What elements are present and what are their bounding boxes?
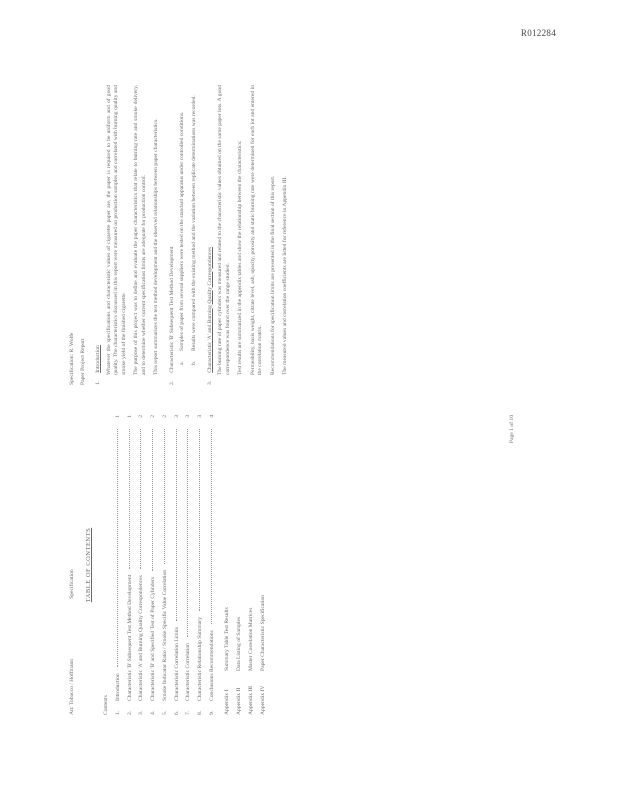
- appendix-label: Master Correlation Matrices: [248, 607, 255, 671]
- section-2-body: [179, 85, 198, 375]
- section-1-body: [106, 85, 161, 375]
- toc-page-number: 3: [185, 415, 192, 418]
- section-1-number: 1.: [95, 380, 102, 385]
- list-item-marker: a.: [179, 361, 186, 365]
- toc-label: Characteristic Correlation: [185, 643, 192, 701]
- paragraph: Permeability, basis weight, citrate level, ash, opacity, porosity and static burning rate were determined for each lot and entered in the correlation matrix.: [249, 85, 264, 375]
- toc-leader-dots: [129, 429, 130, 569]
- paragraph: Whatever the specifications and characteristic values of cigarette paper are, the paper is required to be uniform and of good quality. The characteristics discussed in this report were measured on production samples and correlated with burning quality and smoke yield of the finished cigarette.: [105, 85, 127, 375]
- closing-paragraph: The measured values and correlation coefficients are listed for reference in Appendix III.: [282, 176, 289, 375]
- toc-list: [115, 415, 216, 715]
- toc-page-number: 3: [197, 415, 203, 418]
- toc-column: [69, 415, 515, 715]
- appendix-row: [236, 415, 244, 715]
- toc-row: [138, 415, 146, 715]
- appendix-row: [260, 415, 268, 715]
- paragraph: The purpose of this project was to define and evaluate the paper characteristics that relate to burning rate and smoke delivery, and to determine whether current specification limits are adequate for production control.: [133, 85, 147, 375]
- section-3-title: Characteristic 'A' and Burning Quality Correspondences: [206, 246, 213, 373]
- toc-page-number: 1: [126, 415, 133, 418]
- section-3-number: 3.: [206, 380, 213, 385]
- toc-page-number: 2: [161, 415, 168, 418]
- toc-leader-dots: [199, 429, 200, 611]
- toc-label: Characteristic Relationship Summary: [197, 617, 203, 701]
- right-header-a: Specification: R. Wolfe: [69, 332, 75, 385]
- left-header-b: Specification: [69, 569, 75, 599]
- section-2-heading: [169, 85, 177, 385]
- section-3-heading: [207, 85, 215, 385]
- page-id: R012284: [520, 28, 556, 38]
- left-header: [69, 415, 77, 715]
- appendix-list: [224, 415, 268, 715]
- appendix-code: Appendix I: [224, 689, 231, 715]
- toc-number: 3.: [138, 710, 145, 715]
- appendix-label: Data Listing of Samples: [236, 616, 243, 671]
- toc-number: 1.: [114, 710, 121, 715]
- appendix-label: Paper Characteristic Specification: [260, 594, 267, 671]
- list-item-text: Results were compared with the existing method and the variation between replicate determinations was recorded.: [191, 95, 198, 351]
- appendix-code: Appendix II: [236, 687, 243, 715]
- list-item-marker: b.: [191, 360, 198, 365]
- toc-page-number: 1: [114, 415, 121, 418]
- toc-leader-dots: [117, 429, 118, 667]
- list-item: [179, 85, 187, 365]
- toc-row: [209, 415, 217, 715]
- toc-leader-dots: [176, 429, 177, 621]
- report-column: [69, 85, 295, 385]
- left-header-a: Att: Tobacco / Hoffmann: [69, 658, 75, 715]
- toc-label: Characteristic 'A' and Burning Quality Correspondences: [138, 575, 145, 701]
- toc-number: 6.: [173, 710, 180, 715]
- toc-number: 2.: [126, 710, 133, 715]
- toc-label: Characteristic 'B' Subsequent Test Method Development: [126, 574, 133, 701]
- toc-label: Characteristic Correlation Limits: [173, 627, 180, 701]
- toc-row: [162, 415, 170, 715]
- appendix-row: [248, 415, 256, 715]
- toc-number: 5.: [161, 710, 168, 715]
- toc-leader-dots: [187, 429, 188, 637]
- toc-leader-dots: [140, 429, 141, 569]
- right-header-b: Paper Project Report: [79, 338, 86, 385]
- toc-title: TABLE OF CONTENTS: [84, 527, 92, 603]
- toc-number: 7.: [185, 710, 192, 715]
- right-header: [69, 85, 87, 385]
- toc-page-number: 3: [173, 415, 180, 418]
- toc-label: Conclusions Recommendations: [208, 630, 215, 701]
- toc-row: [174, 415, 182, 715]
- section-1-title: Introduction: [95, 345, 102, 373]
- toc-number: 8.: [197, 710, 203, 715]
- toc-number: 9.: [208, 710, 215, 715]
- paragraph: Test results are summarized in the appendix tables and show the relationship between the characteristics:: [237, 140, 244, 375]
- toc-row: [185, 415, 193, 715]
- toc-row: [115, 415, 123, 715]
- toc-leader-dots: [152, 429, 153, 571]
- appendix-code: Appendix IV: [260, 685, 267, 715]
- section-3-body: [217, 85, 277, 375]
- appendix-code: Appendix III: [248, 685, 255, 715]
- toc-page-number: 4: [208, 415, 215, 418]
- toc-page-number: 2: [150, 415, 157, 418]
- toc-page-number: 2: [138, 415, 145, 418]
- appendix-row: [224, 415, 232, 715]
- paragraph: This report summarizes the test method development and the observed relationships between paper characteristics.: [153, 118, 160, 375]
- toc-row: [197, 415, 205, 715]
- paragraph: Recommendations for specification limits are presented in the final section of this report.: [269, 175, 276, 375]
- section-1-heading: [95, 85, 103, 385]
- toc-label: Smoke Indicator Ratio / Smoke Specific Value Correlation: [161, 569, 168, 701]
- paragraph: The burning rate of paper cylinders was measured and related to the characteristic values obtained on the same paper lots. A good correspondence was found over the range studied.: [217, 85, 231, 375]
- toc-row: [150, 415, 158, 715]
- toc-label: Introduction: [114, 673, 121, 701]
- toc-label: Characteristic 'B' and Specified Test of Paper Cylinders: [150, 576, 157, 701]
- toc-number: 4.: [150, 710, 157, 715]
- appendix-label: Summary Table Test Results: [224, 607, 231, 671]
- list-item: [191, 85, 199, 365]
- section-2-number: 2.: [168, 380, 175, 385]
- list-item-text: Samples of paper from several suppliers were tested on the standard apparatus under controlled conditions.: [179, 111, 186, 351]
- toc-leader-dots: [211, 429, 212, 624]
- contents-label: Contents: [103, 695, 110, 715]
- toc-leader-dots: [164, 429, 165, 564]
- toc-row: [127, 415, 135, 715]
- page-footer: Page 1 of 10: [509, 415, 515, 444]
- section-2-title: Characteristic 'B' Subsequent Test Method Development: [168, 246, 175, 373]
- rotated-page-content: [69, 85, 549, 715]
